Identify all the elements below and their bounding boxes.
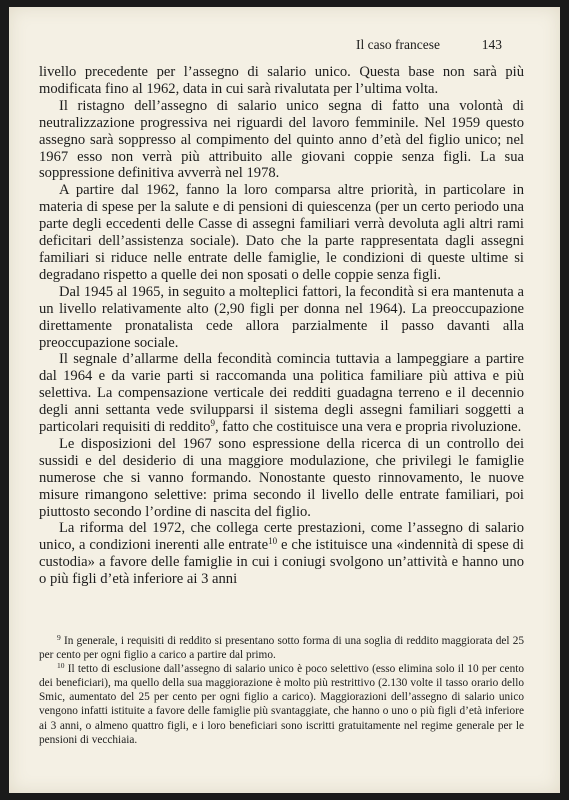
paragraph-5-text-end: , fatto che costituisce una vera e propria rivoluzione.	[214, 419, 522, 436]
running-title: Il caso francese	[356, 37, 440, 52]
paragraph-1: livello precedente per l’assegno di salario unico. Questa base non sarà più modificata fino al 1962, data in cui sarà rivalutata per l’ultima volta.	[39, 64, 524, 97]
footnote-text: In generale, i requisiti di reddito si presentano sotto forma di una soglia di reddito maggiorata del 25 per cento per ogni figlio a carico a partire dal primo.	[39, 635, 524, 662]
paragraph-7-text: La riforma del 1972, che collega certe prestazioni, come l’assegno di salario unico, a condizioni inerenti alle entrate	[39, 520, 524, 554]
paragraph-5	[39, 351, 524, 436]
paragraph-7-text-end: e che istituisce una «indennità di spese di custodia» a favore delle famiglie in cui i coniugi svolgono un’attività e hanno uno o più figli d’età inferiore ai 3 anni	[39, 537, 524, 588]
running-head	[49, 37, 502, 57]
footnote-number: 9	[57, 633, 61, 642]
footnote-ref-9[interactable]: 9	[210, 418, 215, 429]
footnote-text: Il tetto di esclusione dall’assegno di salario unico è poco selettivo (esso elimina solo il 10 per cento dei beneficiari), ma quello della sua maggiorazione è molto più restrittivo (2.130 volte il tasso orario dello Smic, aumentato del 25 per cento per ogni figlio a carico). Maggiorazioni dell’assegno di salario unico vengono infatti istituite a favore delle famiglie più svantaggiate, che hanno o uno o più figli d’età inferiore ai 3 anni, o almeno quattro figli, e i loro beneficiari sono iscritti gratuitamente nel regime generale per le pensioni di vecchiaia.	[39, 663, 524, 746]
footnotes	[39, 634, 524, 747]
body-text	[39, 64, 524, 588]
footnote-number: 10	[57, 661, 65, 671]
paragraph-4: Dal 1945 al 1965, in seguito a molteplici fattori, la fecondità si era mantenuta a un livello relativamente alto (2,90 figli per donna nel 1964). La preoccupazione direttamente pronatalista cede allora parzialmente il passo davanti alla preoccupazione sociale.	[39, 283, 524, 351]
paragraph-2: Il ristagno dell’assegno di salario unico segna di fatto una volontà di neutralizzazione progressiva nei riguardi del lavoro femminile. Nel 1959 questo assegno sarà soppresso al compimento del quinto anno d’età del figlio unico; nel 1967 esso non verrà più attribuito alle giovani coppie senza figli. La sua soppressione definitiva avverrà nel 1978.	[39, 97, 524, 182]
footnote-ref-10[interactable]: 10	[268, 536, 278, 547]
footnote-9	[39, 634, 524, 662]
paragraph-5-text: Il segnale d’allarme della fecondità comincia tuttavia a lampeggiare a partire dal 1964 e da varie parti si raccomanda una politica familiare più attiva e più selettiva. La compensazione verticale dei redditi guadagna terreno e il decennio degli anni settanta vede svilupparsi il sistema degli assegni familiari soggetti a particolari requisiti di reddito	[39, 351, 524, 436]
page-number: 143	[481, 37, 502, 52]
paragraph-3: A partire dal 1962, fanno la loro comparsa altre priorità, in particolare in materia di spese per la salute e di pensioni di quiescenza (per un certo periodo una parte degli eccedenti delle Casse di assegni familiari verrà devoluta agli altri rami deficitari dell’assistenza sociale). Dato che la parte rappresentata dagli assegni familiari si riduce nelle entrate delle famiglie, le condizioni di queste ultime si degradano rispetto a quelle dei non sposati o delle coppie senza figli.	[39, 182, 524, 283]
footnote-10	[39, 662, 524, 747]
paragraph-7	[39, 520, 524, 588]
book-page	[9, 7, 560, 793]
paragraph-6: Le disposizioni del 1967 sono espressione della ricerca di un controllo dei sussidi e del desiderio di una maggiore modulazione, che privilegi le famiglie numerose che si vanno formando. Nonostante questo rinnovamento, le nuove misure rimangono selettive: prima secondo il livello delle entrate familiari, poi piuttosto secondo l’ordine di nascita del figlio.	[39, 435, 524, 520]
